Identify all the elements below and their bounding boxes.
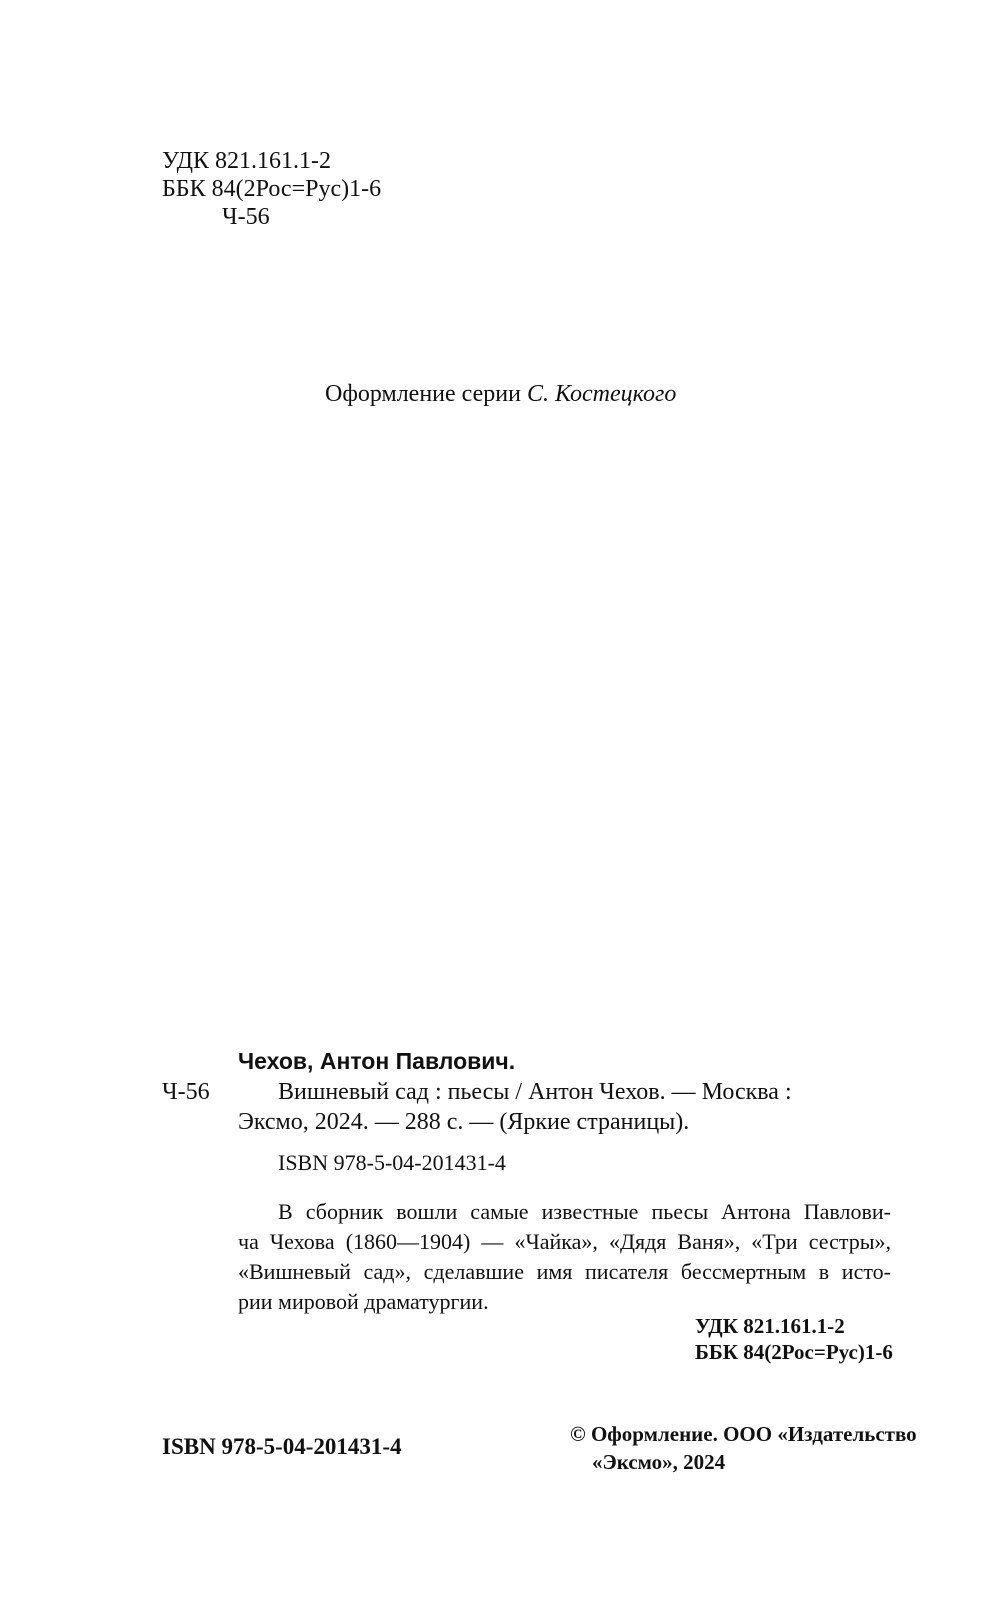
top-udk: УДК 821.161.1-2: [162, 148, 331, 174]
record-line-1: Вишневый сад : пьесы / Антон Чехов. — Москва :: [278, 1079, 792, 1105]
series-designer-name: С. Костецкого: [526, 381, 677, 407]
top-author-mark: Ч-56: [222, 204, 270, 230]
annotation-block: [238, 1197, 891, 1317]
annotation-line: В сборник вошли самые известные пьесы Антона Павлови-: [278, 1199, 891, 1224]
copyright-line-2: «Эксмо», 2024: [592, 1450, 726, 1474]
record-isbn: ISBN 978-5-04-201431-4: [278, 1150, 506, 1175]
top-bbk: ББК 84(2Рос=Рус)1-6: [162, 176, 382, 202]
annotation-line: ча Чехова (1860—1904) — «Чайка», «Дядя Ваня», «Три сестры»,: [238, 1229, 891, 1254]
bottom-udk: УДК 821.161.1-2: [695, 1314, 845, 1338]
series-design-prefix: Оформление серии: [325, 381, 521, 407]
bottom-bbk: ББК 84(2Рос=Рус)1-6: [695, 1340, 893, 1364]
copyright-block: [570, 1420, 917, 1476]
series-design-line: [325, 380, 676, 408]
footer-isbn: ISBN 978-5-04-201431-4: [162, 1434, 402, 1459]
copyright-line-1: © Оформление. ООО «Издательство: [570, 1422, 917, 1446]
author-heading: Чехов, Антон Павлович.: [238, 1048, 516, 1074]
annotation-line: рии мировой драматургии.: [238, 1289, 489, 1314]
record-author-mark: Ч-56: [162, 1079, 210, 1105]
record-line-2: Эксмо, 2024. — 288 с. — (Яркие страницы).: [238, 1109, 690, 1135]
annotation-line: «Вишневый сад», сделавшие имя писателя бессмертным в исто-: [238, 1259, 891, 1284]
